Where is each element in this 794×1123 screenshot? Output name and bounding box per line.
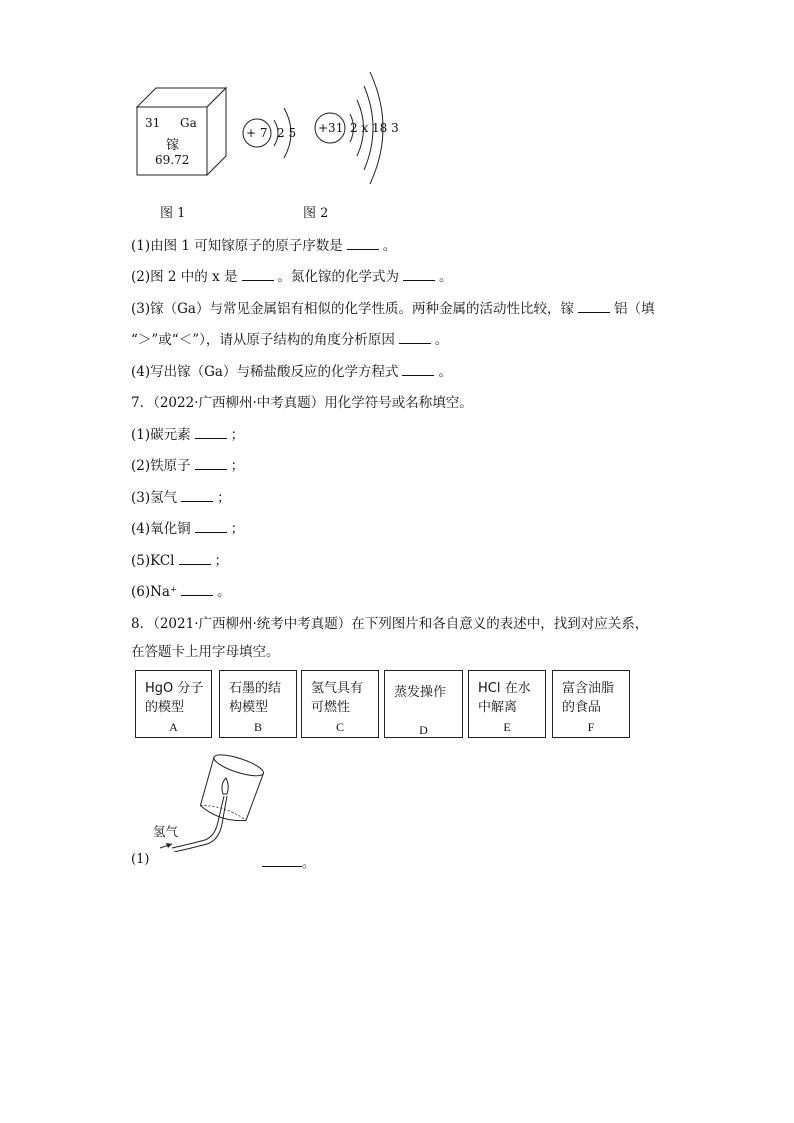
answer-blank[interactable] (195, 520, 227, 533)
answer-blank[interactable] (195, 426, 227, 439)
nucleus-label-b: +31 (318, 121, 344, 135)
q8-sub1-label: (1) (131, 852, 150, 867)
option-card-a[interactable]: HgO 分子 的模型 A (135, 670, 212, 738)
q7-item-2: (2)铁原子 ； (131, 458, 245, 474)
q6-part3-cont: “＞”或“＜”），请从原子结构的角度分析原因 。 (131, 332, 449, 348)
q7-item-3: (3)氢气 ； (131, 490, 231, 506)
answer-blank[interactable] (181, 583, 213, 596)
option-card-e[interactable]: HCl 在水 中解离 E (468, 670, 546, 738)
q7-item-4: (4)氧化铜 ； (131, 521, 245, 537)
q6-part4: (4)写出镓（Ga）与稀盐酸反应的化学方程式 。 (131, 364, 452, 380)
answer-blank[interactable] (403, 268, 435, 281)
option-card-d[interactable]: 蒸发操作 D (384, 670, 463, 738)
q7-item-5: (5)KCl ； (131, 553, 228, 569)
option-card-f[interactable]: 富含油脂 的食品 F (552, 670, 630, 738)
option-card-c[interactable]: 氢气具有 可燃性 C (301, 670, 379, 738)
element-mass: 69.72 (155, 153, 190, 167)
answer-blank[interactable] (399, 331, 431, 344)
element-atomic-number: 31 (145, 116, 161, 130)
figure-1-caption: 图 1 (160, 206, 186, 221)
q8-stem-line1: 8．（2021·广西柳州·统考中考真题）在下列图片和各自意义的表述中，找到对应关系， (131, 616, 649, 632)
answer-blank[interactable] (347, 237, 379, 250)
shell-label-a: 2 5 (277, 126, 297, 140)
answer-blank[interactable] (179, 552, 211, 565)
q6-part1: (1)由图 1 可知镓原子的原子序数是 。 (131, 238, 397, 254)
q7-stem: 7．（2022·广西柳州·中考真题）用化学符号或名称填空。 (131, 395, 473, 411)
option-card-b[interactable]: 石墨的结 构模型 B (219, 670, 297, 738)
answer-blank[interactable] (402, 363, 434, 376)
answer-blank[interactable] (242, 268, 274, 281)
answer-blank[interactable] (195, 457, 227, 470)
answer-blank[interactable] (262, 854, 302, 867)
element-symbol: Ga (180, 116, 197, 130)
figure-2-caption: 图 2 (303, 206, 329, 221)
answer-blank[interactable] (578, 300, 610, 313)
answer-blank[interactable] (181, 489, 213, 502)
q8-stem-line2: 在答题卡上用字母填空。 (131, 644, 280, 660)
element-name: 镓 (166, 138, 180, 153)
q7-item-6: (6)Na⁺ 。 (131, 584, 231, 600)
q6-part2: (2)图 2 中的 x 是 。氮化镓的化学式为 。 (131, 269, 453, 285)
nucleus-label-a: + 7 (246, 126, 268, 140)
shell-label-b: 2 x 18 3 (350, 121, 399, 135)
q6-part3: (3)镓（Ga）与常见金属铝有相似的化学性质。两种金属的活动性比较，镓 铝（填 (131, 301, 655, 317)
hydrogen-label: 氢气 (153, 824, 179, 839)
q8-sub1-answer: 。 (262, 852, 315, 871)
q7-item-1: (1)碳元素 ； (131, 427, 245, 443)
